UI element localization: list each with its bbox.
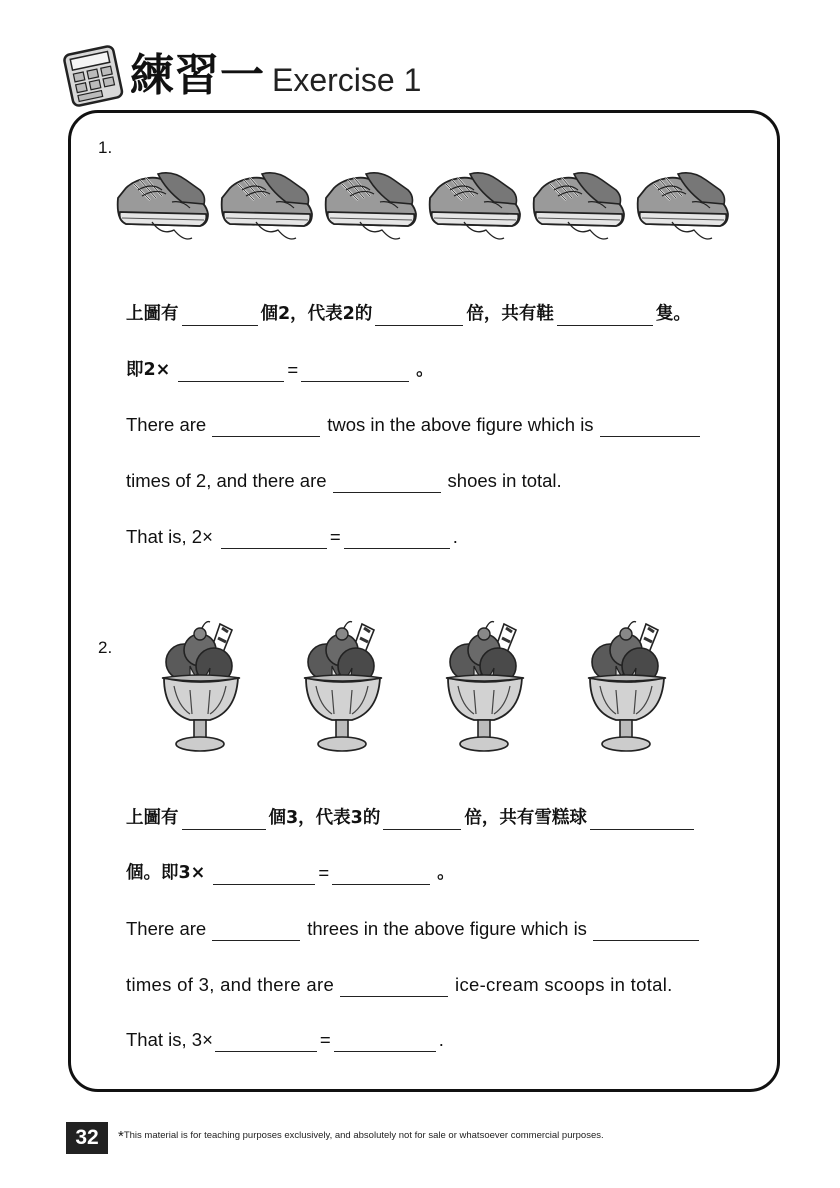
q2-text: 倍，共有雪糕球 [464, 808, 587, 828]
answer-blank[interactable] [600, 418, 700, 437]
q1-text: There are [126, 414, 207, 435]
q2-text: ice-cream scoops in total. [455, 974, 673, 995]
title-chinese: 練習一 [130, 50, 265, 101]
title-english: Exercise 1 [272, 62, 422, 98]
answer-blank[interactable] [332, 866, 430, 885]
answer-blank[interactable] [212, 922, 300, 941]
q2-text: 個。即3× [126, 863, 206, 883]
page-header [58, 40, 558, 110]
q2-text: 。 [437, 863, 455, 883]
answer-blank[interactable] [182, 811, 266, 830]
q1-text: = [329, 526, 341, 547]
answer-blank[interactable] [593, 922, 699, 941]
answer-blank[interactable] [375, 307, 463, 326]
answer-blank[interactable] [178, 363, 284, 382]
answer-blank[interactable] [333, 474, 441, 493]
q1-text: twos in the above figure which is [327, 414, 594, 435]
q1-line-4 [126, 469, 562, 493]
q1-text: 倍，共有鞋 [466, 304, 554, 324]
q1-line-2 [126, 358, 434, 382]
q2-line-3 [126, 917, 702, 941]
q1-text: = [287, 359, 299, 380]
q1-text: 。 [416, 360, 434, 380]
q1-line-1 [126, 302, 691, 326]
q2-text: threes in the above figure which is [307, 918, 587, 939]
calculator-icon [58, 40, 128, 110]
answer-blank[interactable] [221, 530, 327, 549]
q1-text: That is, 2× [126, 526, 213, 547]
q2-text: = [319, 1029, 331, 1050]
answer-blank[interactable] [557, 307, 653, 326]
q1-line-5 [126, 525, 458, 549]
answer-blank[interactable] [340, 978, 448, 997]
q2-text: times of 3, and there are [126, 974, 335, 995]
q2-text: . [438, 1029, 444, 1050]
sundaes-row [150, 620, 730, 770]
page-number: 32 [66, 1122, 108, 1154]
q2-line-5 [126, 1028, 444, 1052]
footer-note-text: This material is for teaching purposes exclusively, and absolutely not for sale or whatsoever commercial purposes. [123, 1130, 604, 1141]
q2-line-1 [126, 806, 697, 830]
q2-text: = [318, 862, 330, 883]
answer-blank[interactable] [301, 363, 409, 382]
q2-text: That is, 3× [126, 1029, 213, 1050]
answer-blank[interactable] [182, 307, 258, 326]
q2-text: 個3，代表3的 [268, 808, 381, 828]
answer-blank[interactable] [213, 866, 315, 885]
q1-text: shoes in total. [447, 470, 562, 491]
q2-text: There are [126, 918, 207, 939]
footer-star: * [118, 1128, 124, 1145]
q1-text: 個2，代表2的 [260, 304, 373, 324]
q1-text: times of 2, and there are [126, 470, 327, 491]
q2-line-2 [126, 861, 455, 885]
q1-line-3 [126, 413, 703, 437]
q2-line-4 [126, 973, 673, 997]
answer-blank[interactable] [344, 530, 450, 549]
answer-blank[interactable] [215, 1033, 317, 1052]
q1-text: 隻。 [655, 304, 691, 324]
answer-blank[interactable] [212, 418, 320, 437]
question-2-number: 2. [98, 638, 113, 657]
question-1-number: 1. [98, 138, 113, 157]
answer-blank[interactable] [334, 1033, 436, 1052]
q1-text: 上圖有 [126, 304, 179, 324]
answer-blank[interactable] [590, 811, 694, 830]
shoes-row [112, 160, 742, 246]
q2-text: 上圖有 [126, 808, 179, 828]
exercise-frame [68, 110, 780, 1092]
answer-blank[interactable] [383, 811, 461, 830]
footer-note [118, 1128, 604, 1145]
q1-text: 即2× [126, 360, 171, 380]
q1-text: . [452, 526, 458, 547]
